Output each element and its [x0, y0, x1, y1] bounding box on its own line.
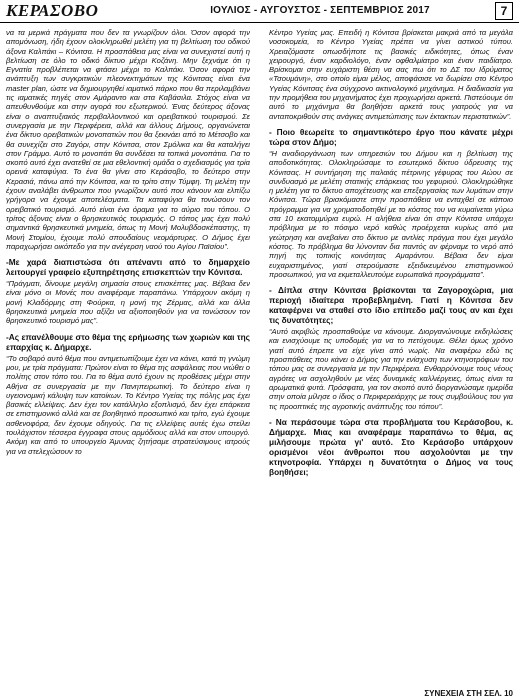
left-paragraph-1: να τα μερικά πράγματα που δεν τα γνωρίζουν όλοι. Όσον αφορά την απομόνωση, ήδη έχουν ολοκληρωθεί μελέτη για τη βελτίωση του οδικού άξονα Καλπάκι – Κόνιτσα. Η προσπάθεια μας είναι να συνεχιστεί αυτή η βελτίωση σε όλο το οδικό δίκτυο μέχρι Κοζάνη. Μην ξεχνάμε ότι η Εγνατία προβλέπεται να φτάσει μέχρι το Καλπάκι. Όσον αφορά την ανάπτυξη των συγκριτικών πλεονεκτημάτων της Κόνιτσας είναι ένα master plan, ώστε να δημιουργηθεί ιαματικό πάρκο που θα περιλαμβάνει τις ιαματικές πηγές στον Αμάραντο και στα Καβάσιλα. Στόχος είναι να απευθυνθούμε και στην αγορά του εξωτερικού. Ένας δεύτερος άξονας είναι ο αναπτυξιακός περιβαλλοντικού και ορειβατικού τουρισμού. Σε συνεργασία με την Περιφέρεια, αλλά και άλλους Δήμους, οργανώνεται ένα δίκτυο ορειβατικών μονοπατιών που θα ξεκινάει από το Μέτσοβο και θα συνεχίζει στο Ζαγόρι, στην Κόνιτσα, στον Σμόλικα και θα καταλήγει στον Γράμμο. Αυτό το μονοπάτι θα συνδέσει τα τοπικά μονοπάτια. Για το σκοπό αυτό έχει ανατεθεί σε μια εθελοντική ομάδα ο σχεδιασμός για τρία ορεινά καταφύγια. Το ένα θα γίνει στο Κεράσοβο, το δεύτερο στην Κερασιά, πάνω από την Κόνιτσα, και το τρίτο στην Τύμφη. Τη μελέτη την έχουν αναλάβει άνθρωποι που γνωρίζουν αυτό που κάνουν και ελπίζω γρήγορα να έχουμε αποτελέσματα. Τα καταφύγια θα τονώσουν τον ορειβατικό τουρισμό. Αυτό είναι ένα όραμα για το αύριο του τόπου. Ο τρίτος άξονας είναι ο θρησκευτικός τουρισμός. Ο τόπος μας έχει πολύ σημαντικά θρησκευτικά μνημεία, όπως τη Μονή Μολυβδοσκέπαστης, τη Μονή Στομίου, έχουμε πολύ σπουδαίους νεομάρτυρες. Ο Δήμος έχει παραχωρήσει οικόπεδο για την ανέγερση ναού του Αγίου Παϊσίου”. [6, 28, 250, 251]
right-paragraph-2: “Η αναδιοργάνωση των υπηρεσιών του Δήμου και η βελτίωση της αποδοτικότητας. Ολοκληρώσαμε το εσωτερικό δίκτυο ύδρευσης της Κόνιτσας. Η συντήρηση της παλαιάς πέτρινης γέφυρας του Αώου σε συνδυασμό με μελέτη στατικής επάρκειας του γεφυριού. Ολοκληρώθηκε η μελέτη για το δίκτυο αποχέτευσης και επεξεργασίας των λυμάτων στην Κόνιτσα. Τώρα βρισκόμαστε στην προσπάθεια να ενταχθεί σε κάποιο πρόγραμμα για να χρηματοδοτηθεί με το κόστος του να κυμαίνεται γύρω στα 10 εκατομμύρια ευρώ. Η αλήθεια είναι ότι στην Κόνιτσα υπάρχει πρόβλημα με το πόσιμο νερό καθώς προέρχεται κυρίως από μια γεώτρηση και ανεβαίνει στο δίκτυο με αντλίες πράγμα που έχει μεγάλο κόστος. Το πρόβλημα θα λύνονταν δια παντός αν φέρναμε το νερό από πηγή της τοπικής κοινότητας Αμαράντου. Βέβαια δεν είμαι ευχαριστημένος, γιατί στερούμαστε εξειδικευμένου επιστημονικού προσωπικού, για να εκμεταλλευτούμε ευρωπαϊκά προγράμματα”. [269, 148, 513, 279]
right-column [269, 28, 513, 688]
left-paragraph-3: “Το σοβαρό αυτό θέμα που αντιμετωπίζουμε έχει να κάνει, κατά τη γνώμη μου, με τρία πράγματα: Πρώτον είναι το θέμα της ασφάλειας που νιώθει ο πολίτης στον τόπο του. Για το θέμα αυτό έχουν τις προθέσεις μέχρι στην Αθήνα σε συνεργασία με την Πανηπειρωτική. Το δεύτερο είναι η υγειονομική κάλυψη των κατοίκων. Το Κέντρο Υγείας της πόλης μας έχει βασικές ελλείψεις. Δεν έχει τον κατάλληλο εξοπλισμό, δεν έχει επάρκεια σε επιστημονικό αλλά και σε βοηθητικό προσωπικό και τρίτο, εγώ έχουμε ασθενοφόρα, δεν έχουμε οδηγούς. Για τις ελλείψεις αυτές έχω στείλει τουλάχιστον τέσσερα έγγραφα στους αρμόδιους αλλά και στον υπουργό. Ακόμη και από το υπουργείο Άμυνας ζητήσαμε στρατεύσιμους ιατρούς για να στελεχώσουν το [6, 353, 250, 456]
right-question-1: - Ποιο θεωρείτε το σημαντικότερο έργο που κάνατε μέχρι τώρα στον Δήμο; [269, 126, 513, 147]
right-paragraph-3: “Αυτό ακριβώς προσπαθούμε να κάνουμε. Διοργανώνουμε εκδηλώσεις και ενισχύουμε τις υποδομές για να το πετύχουμε. Θέλει όμως χρόνο γιατί αυτό έπρεπε να είχε γίνει από νωρίς. Να αναφέρω εδώ τις προσπάθειες που κάνει ο Δήμος για την ενίσχυση των κτηνοτρόφων του τόπου μας σε συνεργασία με την Περιφέρεια. Ενθαρρύνουμε τους νέους αγρότες να ασχοληθούν με νέες δυναμικές καλλιέργειες, όπως είναι τα αρωματικά φυτά. Πρόσφατα, για τον σκοπό αυτό διοργανώσαμε ημερίδα στην οποία μίλησε ο ίδιος ο Περιφερειάρχης με τους συμβούλους του για τις προοπτικές της αγροτικής ανάπτυξης του τόπου”. [269, 327, 513, 411]
left-question-2: -Ας επανέλθουμε στο θέμα της ερήμωσης των χωριών και της επαρχίας κ. Δήμαρχε. [6, 331, 250, 352]
right-question-3: - Να περάσουμε τώρα στα προβλήματα του Κεράσοβου, κ. Δήμαρχε. Μιας και αναφέραμε παραπάνω το θέμα, ας μιλήσουμε πρώτα γι' αυτό. Στο Κεράσοβο υπάρχουν ορισμένοι νέοι άνθρωποι που ασχολούνται με την κτηνοτροφία. Υπάρχει η δυνατότητα ο Δήμος να τους βοηθήσει; [269, 416, 513, 477]
left-question-1: -Με χαρά διαπιστώσα ότι απέναντι από το δημαρχείο λειτουργεί γραφείο εξυπηρέτησης επισκεπτών την Κόνιτσα. [6, 257, 250, 278]
right-question-2: - Δίπλα στην Κόνιτσα βρίσκονται τα Ζαγοροχώρια, μια περιοχή ιδιαίτερα προβεβλημένη. Γιατί η Κόνιτσα δεν καταφέρνει να σταθεί στο ίδιο επίπεδο μαζί τους αν και έχει τις δυνατότητες; [269, 285, 513, 326]
issue-date: ΙΟΥΛΙΟΣ - ΑΥΓΟΥΣΤΟΣ - ΣΕΠΤΕΜΒΡΙΟΣ 2017 [210, 5, 430, 16]
left-column [6, 28, 250, 700]
page-header [0, 0, 519, 23]
right-paragraph-1: Κέντρο Υγείας μας. Επειδή η Κόνιτσα βρίσκεται μακριά από τα μεγάλα νοσοκομεία, το Κέντρο Υγείας πρέπει να γίνει αστικού τύπου. Χρειαζόμαστε οπωσδήποτε τις βασικές ειδικότητες, όπως έναν χειρουργό, έναν καρδιολόγο, έναν οφθαλμίατρο και έναν παιδίατρο. Βρίσκομαι στην ευχάριστη θέση να σας πω ότι το ΔΣ του Ιδρύματος «Τσουμάνη», στο οποίο είμαι μέλος, αποφάσισε να δωρίσει στο Κέντρο Υγείας Κόνιτσας ένα σύγχρονο ακτινολογικό μηχάνημα. Η διαδικασία για την προμήθεια του μηχανήματος έχει προχωρήσει αρκετά. Πιστεύουμε ότι αυτό το μηχάνημα θα βοηθήσει αρκετά τους γιατρούς για να ανταποκριθούν στις ανάγκες αντιμετώπισης των έκτακτων περιστατικών”. [269, 28, 513, 121]
masthead-title: ΚΕΡΑΣΟΒΟ [6, 1, 99, 20]
left-paragraph-2: “Πράγματι, δίνουμε μεγάλη σημασία στους επισκέπτες μας. Βέβαια δεν είναι μόνο οι Μονές που αναφέραμε παραπάνω. Υπάρχουν ακόμη η μονή Κλαδόρμης στη Φούρκα, η μονή της Ζέρμας, αλλά και άλλα θρησκευτικά μνημεία που αξίζει να αξιοποιηθούν για να τονώσουν τον θρησκευτικό τουρισμό μας”. [6, 279, 250, 326]
page-number-box: 7 [495, 2, 513, 20]
continued-on-page-note: ΣΥΝΕΧΕΙΑ ΣΤΗ ΣΕΛ. 10 [424, 689, 513, 698]
